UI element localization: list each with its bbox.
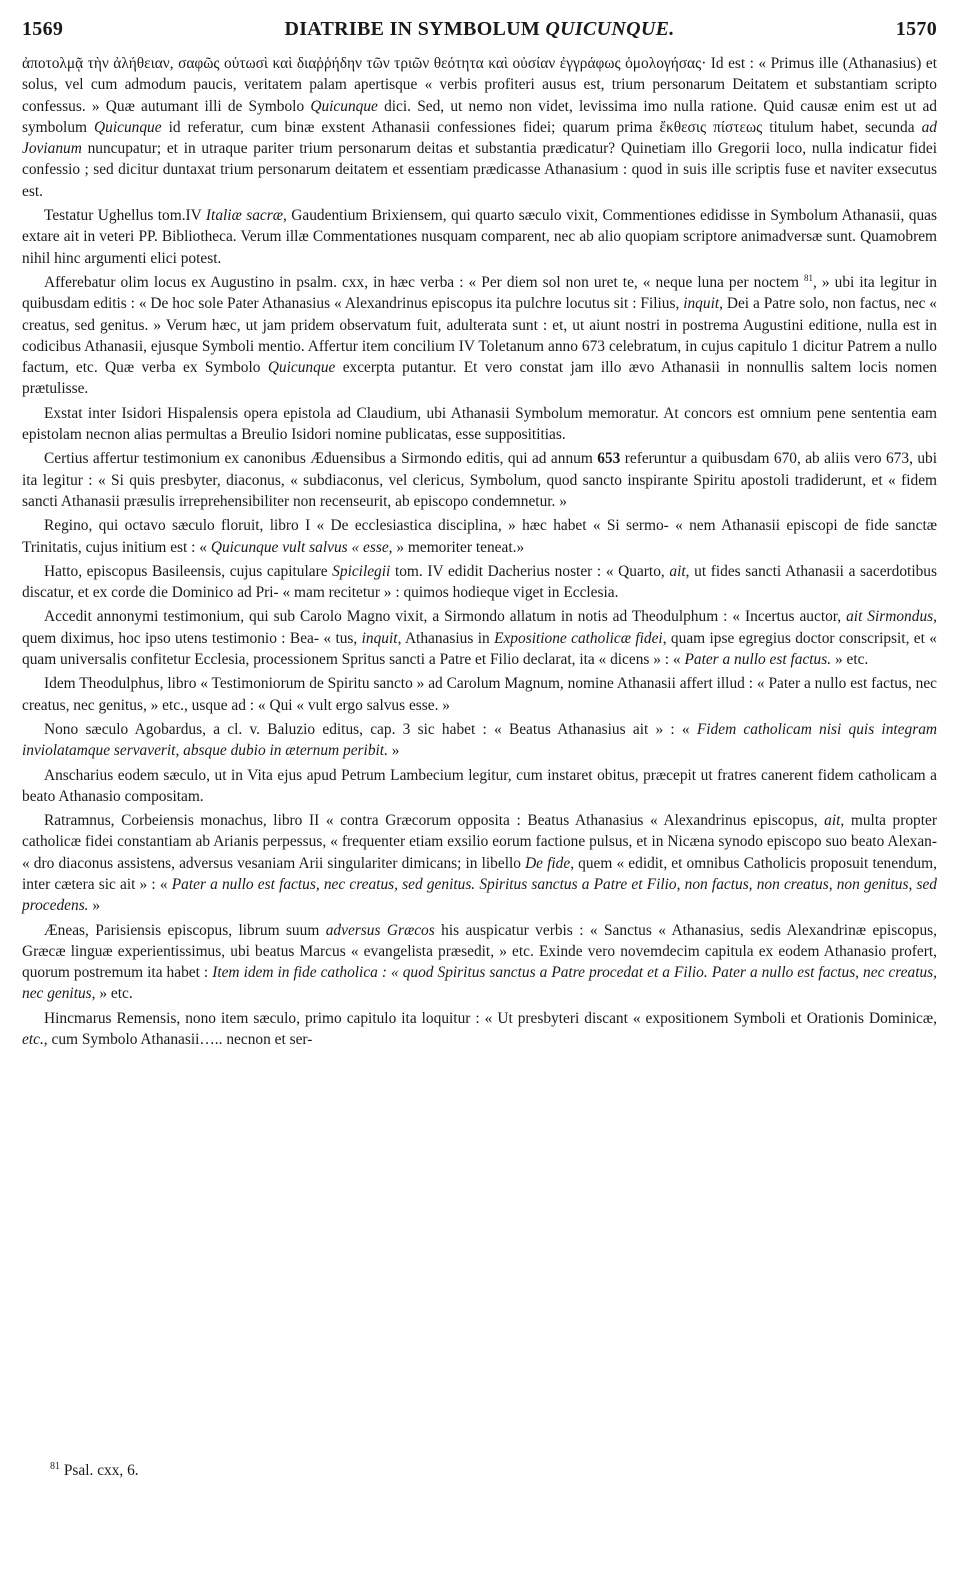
text-run: , quem diximus, hoc ipso utens testimonio : Bea- « tus, [22, 608, 937, 647]
text-run: , » ubi ita legitur in quibusdam editis : « De hoc sole Pater Athanasius « Alexandrinus episcopus ita pulchre locutus sit : Filius, [22, 273, 937, 313]
italic-text: ad Jovianum [22, 118, 937, 158]
running-title [284, 18, 674, 41]
text-run: , quem « edidit, et omnibus Catholicis proposuit tenendum, inter cætera sic ait » : « [22, 854, 937, 893]
paragraph [22, 810, 937, 916]
italic-text: Fidem catholicam nisi quis integram inviolatamque servaverit, absque dubio in æternum peribit. [22, 720, 938, 760]
text-run: , ut fides sancti Athanasii a sacerdotibus discatur, et ex corde die Dominico ad Pri- « mam recitetur » : quimos hodieque viget in Ecclesia. [22, 562, 937, 602]
text-run: » [387, 742, 400, 760]
paragraph [22, 765, 937, 808]
italic-text: etc. [22, 1031, 44, 1049]
footnote [50, 1462, 139, 1480]
text-run: his auspicatur verbis : « Sanctus « Athanasius, sedis Alexandrinæ episcopus, Græcæ linguæ experientissimus, ubi beatus Marcus « evangelista præsedit, » etc. Exinde vero novemdecim capitula ex eodem Athanasio profert, quorum postremum ita habet : [22, 921, 937, 982]
footnote-text: Psal. cxx, 6. [60, 1462, 139, 1479]
text-run: Accedit annonymi testimonium, qui sub Carolo Magno vixit, a Sirmondo allatum in notis ad Theodulphum : « Incertus auctor, [44, 608, 847, 626]
text-run: , Gaudentium Brixiensem, qui quarto sæculo vixit, Commentiones edidisse in Symbolum Athanasii, quas extare ait in veteri PP. Bibliotheca. Verum illæ Commentationes nusquam comparent, nec ab alio quopiam scriptore animadversæ sunt. Quamobrem nihil hinc argumenti elici potest. [22, 207, 938, 267]
paragraph [22, 606, 937, 670]
text-run: , quam ipse egregius doctor conscripsit, et « quam universalis confitetur Ecclesia, processionem Spritus sancti a Patre et Filio declarat, ita « dicens » : « [22, 629, 937, 669]
italic-text: inquit [683, 295, 720, 313]
paragraph [22, 920, 937, 1005]
text-run: Ratramnus, Corbeiensis monachus, libro II « contra Græcorum opposita : Beatus Athanasius « Alexandrinus episcopus, [44, 812, 825, 830]
paragraph [22, 673, 937, 716]
italic-text: ait [669, 562, 686, 580]
text-run: » etc. [95, 985, 133, 1003]
text-run: , Dei a Patre solo, non factus, nec « creatus, sed genitus. » Verum hæc, ut jam pridem observatum fuit, adulterata sunt : et, ut aiunt nostri in postrema Augustini editione, nulla est in codicibus Athanasii, ejusque Symboli mentio. Affertur item concilium IV Toletanum anno 673 celebratum, in cujus capitulo 1 dicitur Patrem a nullo factum, etc. Quæ verba ex Symbolo [22, 295, 938, 377]
text-run: excerpta putantur. Et vero constat jam illo ævo Athanasii in nonnullis saltem locis nomen prætulisse. [22, 359, 937, 398]
text-run: Certius affertur testimonium ex canonibus Æduensibus a Sirmondo editis, qui ad annum [44, 450, 598, 468]
text-run: Afferebatur olim locus ex Augustino in psalm. cxx, in hæc verba : « Per diem sol non uret te, « neque luna per noctem [44, 273, 804, 291]
italic-text: Italiæ sacræ [205, 207, 284, 225]
text-run: , multa propter catholicæ fidei constantiam ab Arianis perpessus, « frequenter etiam exsilio eorum factione pulsus, et in Nicæna synodo episcopo suo beato Alexan- « dro diaconus assistens, adversus vesaniam Arii singulariter dimicans; in libello [22, 812, 937, 872]
text-run: Anscharius eodem sæculo, ut in Vita ejus apud Petrum Lambecium legitur, cum instaret obitus, præcepit ut fratres canerent fidem catholicam a beato Athanasio compositam. [22, 766, 937, 805]
text-run: id referatur, cum binæ exstent Athanasii confessiones fidei; quarum prima ἔκθεσις πίστεως titulum habet, secunda [161, 118, 922, 136]
text-run: Hincmarus Remensis, nono item sæculo, primo capitulo ita loquitur : « Ut presbyteri discant « expositionem Symboli et Orationis Dominicæ, [44, 1009, 937, 1027]
running-head [22, 18, 937, 41]
italic-text: Pater a nullo est factus. [684, 651, 832, 669]
paragraph [22, 403, 937, 446]
footnote-ref: 81 [803, 272, 813, 283]
text-run: » etc. [831, 651, 869, 669]
right-page-number: 1570 [895, 18, 937, 40]
text-run: , cum Symbolo Athanasii….. necnon et ser- [43, 1031, 313, 1049]
text-run: ἀποτολμᾷ τὴν ἀλήθειαν, σαφῶς οὑτωσὶ καὶ διαῤῥήδην τῶν τριῶν θεότητα καὶ οὐσίαν ἐγγράφως ὁμολογήσας· Id est : « Primus ille (Athanasius) et solus, vel cum admodum paucis, veritatem palam apertisque « verbis profiteri ausus est, trium personarum Deitatem et substantiam scripto confessus. » Quæ autumant illi de Symbolo [22, 55, 937, 115]
paragraph [22, 448, 937, 512]
italic-text: Item idem in fide catholica : « quod Spiritus sanctus a Patre procedat et a Filio. Pater a nullo est factus, nec creatus, nec genitus, [22, 964, 937, 1003]
italic-text: Quicunque [94, 118, 162, 136]
paragraph [22, 561, 937, 604]
italic-text: Spicilegii [332, 562, 391, 580]
body-text [22, 53, 937, 1050]
text-run: dici. Sed, ut nemo non videt, levissima imo nulla ratione. Quid causæ enim est ut ad symbolum [22, 97, 937, 136]
text-run: Regino, qui octavo sæculo floruit, libro I « De ecclesiastica disciplina, » hæc habet « Si sermo- « nem Athanasii episcopi de fide sanctæ Trinitatis, cujus initium est : « [22, 517, 937, 556]
italic-text: Quicunque vult salvus « esse, [210, 538, 393, 556]
italic-text: ait Sirmondus [846, 608, 934, 626]
bold-text: 653 [597, 450, 621, 468]
paragraph [22, 205, 937, 269]
italic-text: Expositione catholicæ fidei [494, 629, 663, 647]
text-run: Testatur Ughellus tom.IV [44, 207, 206, 225]
running-title-italic: QUICUNQUE. [545, 18, 675, 40]
text-run: » [88, 897, 101, 915]
text-run: Hatto, episcopus Basileensis, cujus capitulare [44, 562, 333, 580]
text-run: Exstat inter Isidori Hispalensis opera epistola ad Claudium, ubi Athanasii Symbolum memoratur. At concors est omnium pene sententia eam epistolam necnon alias permultas a Breulio Isidori nomine publicatas, esse supposititias. [22, 404, 937, 444]
paragraph [22, 53, 937, 202]
italic-text: Quicunque [310, 97, 378, 115]
italic-text: De fide [525, 854, 571, 872]
italic-text: Pater a nullo est factus, nec creatus, sed genitus. Spiritus sanctus a Patre et Filio, non factus, non creatus, non genitus, sed procedens. [22, 875, 937, 915]
text-run: Nono sæculo Agobardus, a cl. v. Baluzio editus, cap. 3 sic habet : « Beatus Athanasius ait » : « [44, 720, 697, 738]
text-run: nuncupatur; et in utraque pariter trium personarum deitas et substantia prædicatur? Quinetiam illo Gregorii loco, nulla indicatur fidei confessio ; sed dicitur duntaxat trium personarum deitatem et essentiam prædicasse Athanasium : quod in suis ille scriptis fuse et naviter exsecutus est. [22, 140, 937, 200]
text-run: » memoriter teneat.» [392, 538, 525, 556]
text-run: Æneas, Parisiensis episcopus, librum suum [44, 921, 326, 939]
italic-text: adversus Græcos [325, 921, 435, 939]
italic-text: ait [824, 812, 841, 830]
running-title-main: DIATRIBE IN SYMBOLUM [284, 18, 546, 40]
footnote-number: 81 [50, 1460, 60, 1472]
text-run: referuntur a quibusdam 670, ab aliis vero 673, ubi ita legitur : « Si quis presbyter, diaconus, « subdiaconus, vel clericus, Symbolum, quod sancto inspirante Spiritu apostoli tradiderunt, et « fidem sancti Athanasii præsulis irreprehensibiliter non recenseurit, ab episcopo condemnetur. » [22, 450, 938, 510]
paragraph [22, 719, 937, 762]
paragraph [22, 272, 937, 400]
italic-text: inquit [361, 629, 398, 647]
left-page-number: 1569 [22, 18, 64, 40]
paragraph [22, 1008, 937, 1051]
italic-text: Quicunque [267, 359, 336, 377]
paragraph [22, 515, 937, 558]
text-run: Idem Theodulphus, libro « Testimoniorum de Spiritu sancto » ad Carolum Magnum, nomine Athanasii affert illud : « Pater a nullo est factus, nec creatus, nec genitus, » etc., usque ad : « Qui « vult ergo salvus esse. » [22, 675, 937, 714]
text-run: , Athanasius in [397, 629, 495, 647]
page [22, 18, 937, 1053]
text-run: tom. IV edidit Dacherius noster : « Quarto, [390, 562, 670, 580]
